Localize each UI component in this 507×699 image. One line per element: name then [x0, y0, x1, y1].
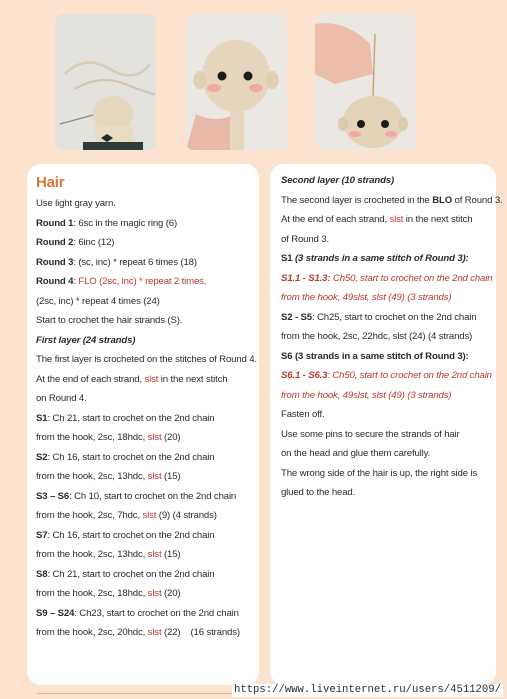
- strand-s6-1-s6-3-continued: from the hook, 49slst, slst (49) (3 strands): [281, 389, 452, 401]
- round-2: Round 2: 6inc (12): [36, 237, 115, 248]
- yarn-note: Use light gray yarn.: [36, 198, 116, 209]
- strand-s2: S2: Ch 16, start to crochet on the 2nd chain: [36, 451, 215, 463]
- strand-s2-s5-continued: from the hook, 2sc, 22hdc, slst (24) (4 strands): [281, 331, 473, 342]
- strand-s2-s5: S2 - S5: Ch25, start to crochet on the 2nd chain: [281, 311, 477, 323]
- strand-s1: S1: Ch 21, start to crochet on the 2nd chain: [36, 412, 215, 424]
- strand-s1-1-s1-3: S1.1 - S1.3: Ch50, start to crochet on the 2nd chain: [281, 272, 493, 284]
- strand-s9-s24: S9 – S24: Ch23, start to crochet on the 2nd chain: [36, 607, 239, 619]
- second-layer-line-3: of Round 3.: [281, 233, 329, 245]
- doll-head-in-hand-photo-icon: [186, 14, 287, 150]
- strand-s9-s24-continued: from the hook, 2sc, 20hdc, slst (22) (16 strands): [36, 627, 240, 638]
- round-4: Round 4: FLO (2sc, inc) * repeat 2 times,: [36, 276, 207, 287]
- fasten-off: Fasten off.: [281, 409, 325, 420]
- wrong-side-line-2: glued to the head.: [281, 487, 356, 498]
- doll-with-needle-photo-icon: [55, 14, 156, 150]
- second-layer-card: [270, 164, 503, 685]
- first-layer-heading: First layer (24 strands): [36, 334, 136, 346]
- hanging-doll-head-photo-icon: [315, 14, 416, 150]
- first-layer-line-2: At the end of each strand, slst in the next stitch: [36, 373, 228, 385]
- wrong-side-line-1: The wrong side of the hair is up, the right side is: [281, 467, 478, 479]
- strand-s2-continued: from the hook, 2sc, 13hdc, slst (15): [36, 471, 181, 482]
- strand-s3-s6: S3 – S6: Ch 10, start to crochet on the 2nd chain: [36, 490, 237, 502]
- photo-doll-with-needle: [55, 14, 156, 150]
- start-strands-note: Start to crochet the hair strands (S).: [36, 315, 183, 326]
- second-layer-line-2: At the end of each strand, slst in the next stitch: [281, 214, 473, 225]
- first-layer-line-3: on Round 4.: [36, 393, 87, 404]
- pins-line-1: Use some pins to secure the strands of hair: [281, 428, 460, 440]
- strand-s6-1-s6-3: S6.1 - S6.3: Ch50, start to crochet on the 2nd chain: [281, 370, 492, 381]
- s1-heading: S1 (3 strands in a same stitch of Round 3):: [281, 253, 469, 264]
- strand-s8: S8: Ch 21, start to crochet on the 2nd chain: [36, 568, 215, 580]
- photo-doll-head-in-hand: [186, 14, 287, 150]
- strand-s7: S7: Ch 16, start to crochet on the 2nd chain: [36, 529, 215, 541]
- section-title: Hair: [36, 174, 65, 191]
- strand-s1-1-s1-3-continued: from the hook, 49slst, slst (49) (3 strands): [281, 292, 452, 303]
- strand-s8-continued: from the hook, 2sc, 18hdc, slst (20): [36, 588, 181, 599]
- strand-s1-continued: from the hook, 2sc, 18hdc, slst (20): [36, 432, 181, 443]
- pins-line-2: on the head and glue them carefully.: [281, 448, 431, 459]
- hair-instructions-card: [27, 164, 259, 685]
- strand-s7-continued: from the hook, 2sc, 13hdc, slst (15): [36, 549, 181, 560]
- second-layer-line-1: The second layer is crocheted in the BLO of Round 3.: [281, 194, 503, 206]
- footer-divider: [37, 693, 249, 694]
- s6-heading: S6 (3 strands in a same stitch of Round 3):: [281, 350, 469, 362]
- strand-s3-s6-continued: from the hook, 2sc, 7hdc, slst (9) (4 strands): [36, 510, 217, 521]
- round-3: Round 3: (sc, inc) * repeat 6 times (18): [36, 256, 197, 268]
- first-layer-line-1: The first layer is crocheted on the stitches of Round 4.: [36, 354, 257, 365]
- round-4-continued: (2sc, inc) * repeat 4 times (24): [36, 295, 160, 307]
- round-1: Round 1: 6sc in the magic ring (6): [36, 217, 177, 229]
- source-url[interactable]: https://www.liveinternet.ru/users/4511209/: [233, 684, 501, 696]
- second-layer-heading: Second layer (10 strands): [281, 175, 395, 186]
- photo-hanging-doll-head: [315, 14, 416, 150]
